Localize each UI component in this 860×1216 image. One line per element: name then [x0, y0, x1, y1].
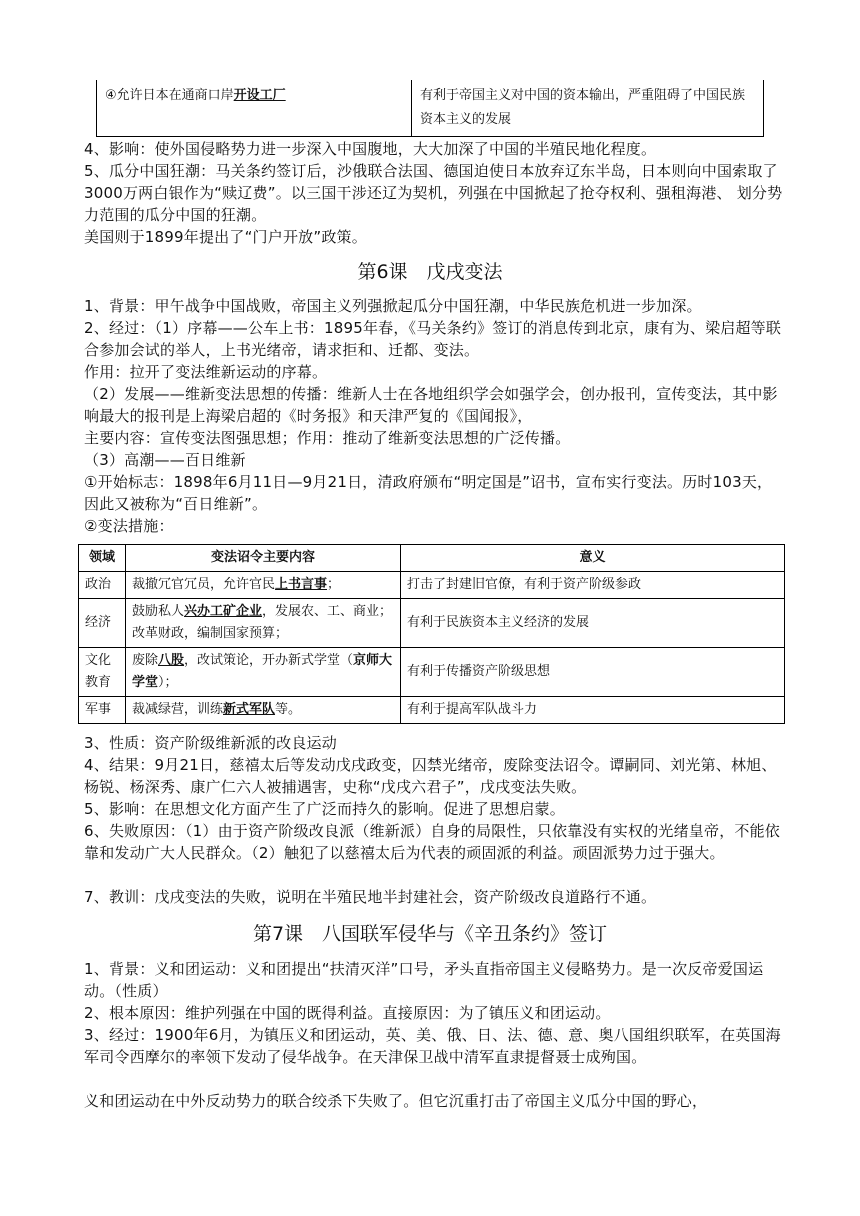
content-emphasis: 上书言事: [275, 577, 328, 592]
paragraph: 4、结果：9月21日，慈禧太后等发动戊戌政变，囚禁光绪帝，废除变法诏令。谭嗣同、刘光第、林旭、杨锐、杨深秀、康广仁六人被捕遇害，史称“戊戌六君子”，戊戌变法失败。: [84, 756, 777, 796]
effect-cell: 有利于帝国主义对中国的资本输出，严重阻碍了中国民族资本主义的发展: [412, 80, 764, 137]
paragraph: 3、性质：资产阶级维新派的改良运动: [84, 734, 337, 752]
paragraph: 作用：拉开了变法维新运动的序幕。: [84, 363, 328, 381]
content-emphasis: 八股: [158, 653, 185, 668]
paragraph: 2、根本原因：维护列强在中国的既得利益。直接原因：为了镇压义和团运动。: [84, 1004, 611, 1022]
meaning-cell: 有利于民族资本主义经济的发展: [401, 599, 785, 648]
paragraph: （2）发展——维新变法思想的传播：维新人士在各地组织学会如强学会，创办报刊，宣传变法，其中影响最大的报刊是上海梁启超的《时务报》和天津严复的《国闻报》，: [84, 385, 778, 425]
paragraph: 5、瓜分中国狂潮：马关条约签订后，沙俄联合法国、德国迫使日本放弃辽东半岛，日本则向中国索取了3000万两白银作为“赎辽费”。以三国干涉还辽为契机，列强在中国掀起了抢夺权利、强租海港、 划分势力范围的瓜分中国的狂潮。: [84, 162, 783, 224]
paragraph: 1、背景：甲午战争中国战败，帝国主义列强掀起瓜分中国狂潮，中华民族危机进一步加深。: [84, 297, 702, 315]
paragraph: 美国则于1899年提出了“门户开放”政策。: [84, 228, 367, 246]
paragraph: ②变法措施：: [84, 517, 174, 535]
paragraph: 5、影响：在思想文化方面产生了广泛而持久的影响。促进了思想启蒙。: [84, 800, 565, 818]
header-content: 变法诏令主要内容: [126, 545, 401, 572]
clause-cell: [97, 80, 412, 137]
paragraph: 3、经过：1900年6月，为镇压义和团运动，英、美、俄、日、法、德、意、奥八国组织联军，在英国海军司令西摩尔的率领下发动了侵华战争。在天津保卫战中清军直隶提督聂士成殉国。: [84, 1026, 781, 1066]
content-text: 等。: [275, 702, 302, 717]
header-field: 领域: [79, 545, 126, 572]
table-row: [79, 599, 785, 648]
clause-text: ④允许日本在通商口岸: [105, 88, 234, 103]
table-row: [79, 697, 785, 724]
content-cell: [126, 572, 401, 599]
meaning-cell: 打击了封建旧官僚，有利于资产阶级参政: [401, 572, 785, 599]
content-text: 裁撤冗官冗员，允许官民: [132, 577, 276, 592]
content-text: 鼓励私人: [132, 604, 185, 619]
content-text: 裁减绿营，训练: [132, 702, 224, 717]
paragraph: 2、经过：（1）序幕——公车上书：1895年春，《马关条约》签订的消息传到北京，康有为、梁启超等联合参加会试的举人，上书光绪帝，请求拒和、迁都、变法。: [84, 319, 782, 359]
content-emphasis: 京师大学堂: [132, 653, 393, 690]
lesson-title: 第7课 八国联军侵华与《辛丑条约》签订: [252, 923, 608, 945]
content-cell: [126, 599, 401, 648]
content-text: 废除: [132, 653, 159, 668]
paragraph: 6、失败原因：（1）由于资产阶级改良派（维新派）自身的局限性，只依靠没有实权的光绪皇帝，不能依靠和发动广大人民群众。（2）触犯了以慈禧太后为代表的顽固派的利益。顽固派势力过于强大。: [84, 822, 780, 862]
meaning-cell: 有利于提高军队战斗力: [401, 697, 785, 724]
paragraph: 7、教训：戊戌变法的失败，说明在半殖民地半封建社会，资产阶级改良道路行不通。: [84, 888, 657, 906]
lesson-title: 第6课 戊戌变法: [357, 261, 503, 283]
table-header-row: [79, 545, 785, 572]
meaning-cell: 有利于传播资产阶级思想: [401, 648, 785, 697]
content-cell: [126, 697, 401, 724]
paragraph: 义和团运动在中外反动势力的联合绞杀下失败了。但它沉重打击了帝国主义瓜分中国的野心，: [84, 1092, 708, 1110]
paragraph: （3）高潮——百日维新: [84, 451, 246, 469]
content-cell: [126, 648, 401, 697]
table-row: [79, 572, 785, 599]
content-text: ，发展农、工、商业；改革财政，编制国家预算；: [132, 604, 393, 641]
treaty-clause-table: [96, 80, 764, 137]
paragraph: 4、影响：使外国侵略势力进一步深入中国腹地，大大加深了中国的半殖民地化程度。: [84, 140, 657, 158]
paragraph: 主要内容：宣传变法图强思想；作用：推动了维新变法思想的广泛传播。: [84, 429, 571, 447]
field-cell: 政治: [79, 572, 126, 599]
content-text: ，改试策论，开办新式学堂（: [184, 653, 354, 668]
paragraph: 1、背景：义和团运动：义和团提出“扶清灭洋”口号，矛头直指帝国主义侵略势力。是一次反帝爱国运动。（性质）: [84, 960, 764, 1000]
paragraph: ①开始标志：1898年6月11日—9月21日，清政府颁布“明定国是”诏书，宣布实行变法。历时103天，因此又被称为“百日维新”。: [84, 473, 773, 513]
field-cell: 文化教育: [79, 648, 126, 697]
field-cell: 军事: [79, 697, 126, 724]
table-row: [79, 648, 785, 697]
table-row: [97, 80, 764, 137]
header-meaning: 意义: [401, 545, 785, 572]
content-emphasis: 兴办工矿企业: [184, 604, 263, 619]
content-text: ；: [327, 577, 341, 592]
field-cell: 经济: [79, 599, 126, 648]
content-emphasis: 新式军队: [223, 702, 276, 717]
content-text: ）；: [158, 675, 178, 690]
reform-measures-table: [78, 544, 785, 724]
clause-emphasis: 开设工厂: [233, 88, 286, 103]
